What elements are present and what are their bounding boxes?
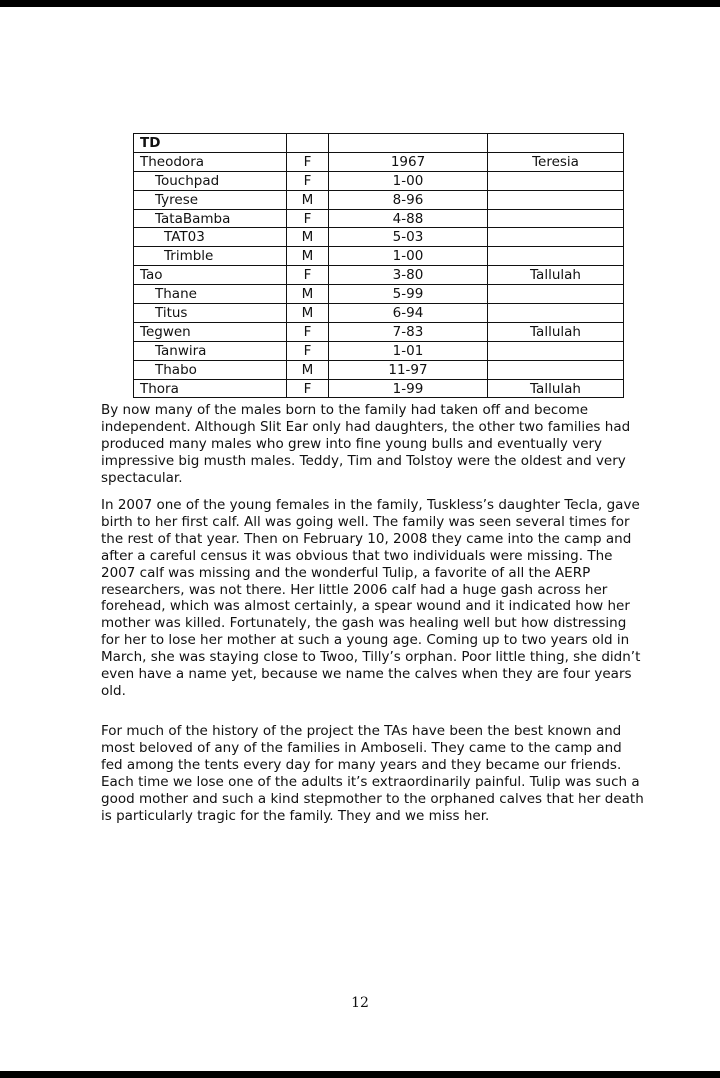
sex-cell: F — [287, 171, 329, 190]
born-cell: 7-83 — [329, 322, 488, 341]
mother-cell — [488, 228, 624, 247]
family-table — [133, 133, 624, 398]
born-cell: 1-00 — [329, 171, 488, 190]
born-cell: 1-01 — [329, 341, 488, 360]
document-page — [0, 7, 720, 1071]
table-header-row — [134, 134, 624, 153]
mother-cell — [488, 304, 624, 323]
sex-cell: F — [287, 209, 329, 228]
name-cell: TataBamba — [134, 209, 287, 228]
table-row — [134, 285, 624, 304]
sex-cell: M — [287, 228, 329, 247]
mother-cell — [488, 171, 624, 190]
table-row — [134, 152, 624, 171]
table-row — [134, 304, 624, 323]
sex-cell: F — [287, 152, 329, 171]
mother-cell — [488, 360, 624, 379]
sex-cell: M — [287, 360, 329, 379]
sex-cell: M — [287, 247, 329, 266]
header-cell — [329, 134, 488, 153]
sex-cell: F — [287, 322, 329, 341]
born-cell: 5-03 — [329, 228, 488, 247]
mother-cell — [488, 209, 624, 228]
name-cell: TAT03 — [134, 228, 287, 247]
sex-cell: M — [287, 304, 329, 323]
table-row — [134, 209, 624, 228]
born-cell: 5-99 — [329, 285, 488, 304]
sex-cell: F — [287, 266, 329, 285]
name-cell: Tegwen — [134, 322, 287, 341]
page-number: 12 — [351, 995, 369, 1011]
table-row — [134, 228, 624, 247]
name-cell: Tao — [134, 266, 287, 285]
born-cell: 8-96 — [329, 190, 488, 209]
mother-cell — [488, 341, 624, 360]
table-row — [134, 247, 624, 266]
born-cell: 6-94 — [329, 304, 488, 323]
name-cell: Trimble — [134, 247, 287, 266]
name-cell: Tyrese — [134, 190, 287, 209]
paragraph: In 2007 one of the young females in the family, Tuskless’s daughter Tecla, gave birth to her first calf. All was going well. The family was seen several times for the rest of that year. Then on February 10, 2008 they came into the camp and after a careful census it was obvious that two individuals were missing. The 2007 calf was missing and the wonderful Tulip, a favorite of all the AERP researchers, was not there. Her little 2006 calf had a huge gash across her forehead, which was almost certainly, a spear wound and it indicated how her mother was killed. Fortunately, the gash was healing well but how distressing for her to lose her mother at such a young age. Coming up to two years old in March, she was staying close to Twoo, Tilly’s orphan. Poor little thing, she didn’t even have a name yet, because we name the calves when they are four years old. — [101, 497, 641, 699]
paragraph: By now many of the males born to the family had taken off and become independent. Although Slit Ear only had daughters, the other two families had produced many males who grew into fine young bulls and eventually very impressive big musth males. Teddy, Tim and Tolstoy were the oldest and very spectacular. — [101, 402, 631, 486]
header-cell: TD — [134, 134, 287, 153]
paragraph: For much of the history of the project the TAs have been the best known and most beloved of any of the families in Amboseli. They came to the camp and fed among the tents every day for many years and they became our friends. Each time we lose one of the adults it’s extraordinarily painful. Tulip was such a good mother and such a kind stepmother to the orphaned calves that her death is particularly tragic for the family. They and we miss her. — [101, 723, 644, 824]
sex-cell: F — [287, 341, 329, 360]
sex-cell: M — [287, 285, 329, 304]
table-row — [134, 379, 624, 398]
sex-cell: M — [287, 190, 329, 209]
header-cell — [488, 134, 624, 153]
mother-cell: Tallulah — [488, 379, 624, 398]
born-cell: 1-00 — [329, 247, 488, 266]
table-row — [134, 266, 624, 285]
born-cell: 11-97 — [329, 360, 488, 379]
born-cell: 4-88 — [329, 209, 488, 228]
header-cell — [287, 134, 329, 153]
table-row — [134, 360, 624, 379]
mother-cell — [488, 247, 624, 266]
mother-cell — [488, 285, 624, 304]
mother-cell: Tallulah — [488, 266, 624, 285]
name-cell: Thane — [134, 285, 287, 304]
sex-cell: F — [287, 379, 329, 398]
table-row — [134, 322, 624, 341]
table-row — [134, 341, 624, 360]
mother-cell — [488, 190, 624, 209]
name-cell: Thabo — [134, 360, 287, 379]
name-cell: Thora — [134, 379, 287, 398]
mother-cell: Teresia — [488, 152, 624, 171]
table-row — [134, 171, 624, 190]
name-cell: Tanwira — [134, 341, 287, 360]
mother-cell: Tallulah — [488, 322, 624, 341]
name-cell: Theodora — [134, 152, 287, 171]
born-cell: 3-80 — [329, 266, 488, 285]
table-row — [134, 190, 624, 209]
name-cell: Titus — [134, 304, 287, 323]
born-cell: 1967 — [329, 152, 488, 171]
name-cell: Touchpad — [134, 171, 287, 190]
born-cell: 1-99 — [329, 379, 488, 398]
